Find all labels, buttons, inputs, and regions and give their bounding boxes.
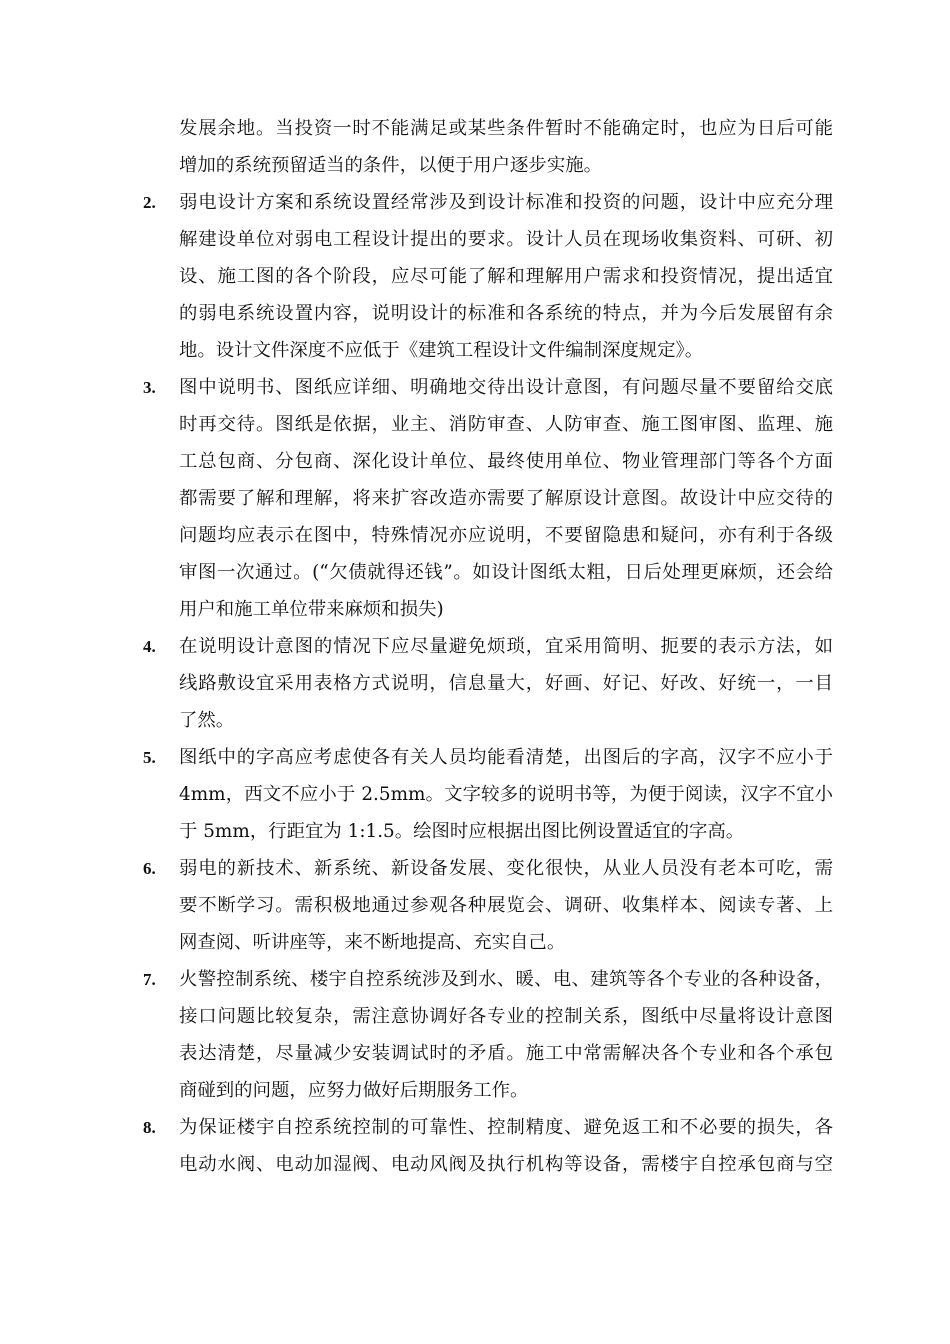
paragraph-line: 用户和施工单位带来麻烦和损失) (179, 599, 444, 620)
document-body (143, 110, 833, 1183)
item-number: 2. (143, 193, 156, 212)
paragraph-line: 于 5mm，行距宜为 1:1.5。绘图时应根据出图比例设置适宜的字高。 (179, 821, 745, 842)
item-number: 3. (143, 378, 156, 397)
paragraph-line: 表达清楚，尽量减少安装调试时的矛盾。施工中常需解决各个专业和各个承包 (179, 1043, 833, 1064)
paragraph-line: 设、施工图的各个阶段，应尽可能了解和理解用户需求和投资情况，提出适宜 (179, 266, 833, 287)
item-number: 4. (143, 637, 156, 656)
list-item (143, 369, 833, 628)
paragraph-line: 问题均应表示在图中，特殊情况亦应说明，不要留隐患和疑问，亦有利于各级 (179, 525, 833, 546)
paragraph-line: 弱电设计方案和系统设置经常涉及到设计标准和投资的问题，设计中应充分理 (179, 192, 833, 213)
list-item (143, 184, 833, 369)
paragraph-line: 都需要了解和理解，将来扩容改造亦需要了解原设计意图。故设计中应交待的 (179, 488, 833, 509)
paragraph-line: 火警控制系统、楼宇自控系统涉及到水、暖、电、建筑等各个专业的各种设备， (179, 969, 833, 990)
paragraph-line: 电动水阀、电动加湿阀、电动风阀及执行机构等设备，需楼宇自控承包商与空 (179, 1154, 833, 1175)
paragraph-line: 商碰到的问题，应努力做好后期服务工作。 (179, 1080, 529, 1101)
paragraph-line: 地。设计文件深度不应低于《建筑工程设计文件编制深度规定》。 (179, 340, 704, 361)
paragraph-line: 4mm，西文不应小于 2.5mm。文字较多的说明书等，为便于阅读，汉字不宜小 (179, 784, 833, 805)
paragraph-line: 在说明设计意图的情况下应尽量避免烦琐，宜采用简明、扼要的表示方法，如 (179, 636, 833, 657)
paragraph-line: 工总包商、分包商、深化设计单位、最终使用单位、物业管理部门等各个方面 (179, 451, 833, 472)
paragraph-line: 解建设单位对弱电工程设计提出的要求。设计人员在现场收集资料、可研、初 (179, 229, 833, 250)
item-number: 5. (143, 748, 156, 767)
list-item (143, 961, 833, 1109)
paragraph-line: 弱电的新技术、新系统、新设备发展、变化很快，从业人员没有老本可吃，需 (179, 858, 833, 879)
list-item (143, 628, 833, 739)
item-number: 7. (143, 970, 156, 989)
paragraph-line: 为保证楼宇自控系统控制的可靠性、控制精度、避免返工和不必要的损失，各 (179, 1117, 833, 1138)
list-item (143, 850, 833, 961)
paragraph-line: 时再交待。图纸是依据，业主、消防审查、人防审查、施工图审图、监理、施 (179, 414, 833, 435)
paragraph-line: 审图一次通过。(“欠债就得还钱”。如设计图纸太粗，日后处理更麻烦，还会给 (179, 562, 833, 583)
paragraph-line: 图中说明书、图纸应详细、明确地交待出设计意图，有问题尽量不要留给交底 (179, 377, 833, 398)
paragraph-line: 了然。 (179, 710, 235, 731)
paragraph-line: 接口问题比较复杂，需注意协调好各专业的控制关系，图纸中尽量将设计意图 (179, 1006, 833, 1027)
paragraph-line: 要不断学习。需积极地通过参观各种展览会、调研、收集样本、阅读专著、上 (179, 895, 833, 916)
paragraph-line: 线路敷设宜采用表格方式说明，信息量大，好画、好记、好改、好统一，一目 (179, 673, 833, 694)
item-number: 6. (143, 859, 156, 878)
list-item (143, 739, 833, 850)
paragraph-line: 的弱电系统设置内容，说明设计的标准和各系统的特点，并为今后发展留有余 (179, 303, 833, 324)
intro-paragraph (143, 110, 833, 184)
paragraph-line: 网查阅、听讲座等，来不断地提高、充实自己。 (179, 932, 566, 953)
list-item (143, 1109, 833, 1183)
paragraph-line: 图纸中的字高应考虑使各有关人员均能看清楚，出图后的字高，汉字不应小于 (179, 747, 833, 768)
paragraph-line: 发展余地。当投资一时不能满足或某些条件暂时不能确定时，也应为日后可能 (179, 118, 833, 139)
item-number: 8. (143, 1118, 156, 1137)
paragraph-line: 增加的系统预留适当的条件，以便于用户逐步实施。 (179, 155, 602, 176)
